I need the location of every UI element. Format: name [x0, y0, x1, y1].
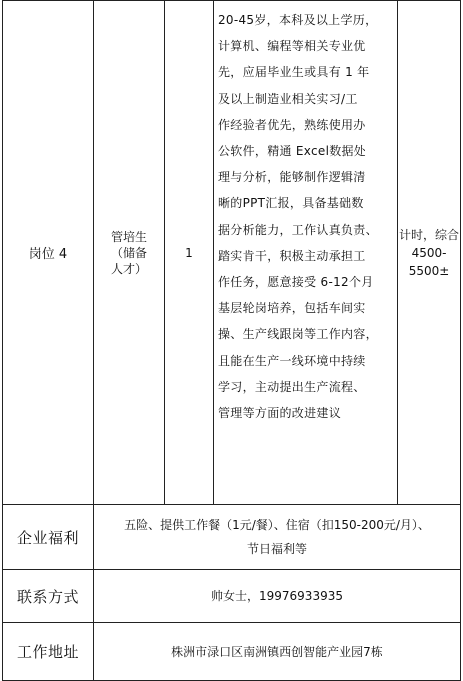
- benefits-label-cell: [3, 505, 94, 570]
- contact-value-cell: [94, 570, 461, 623]
- job-title-line: 管培生: [110, 229, 147, 244]
- headcount-cell: [165, 1, 214, 505]
- requirement-line: 基层轮岗培养，包括车间实: [218, 301, 366, 316]
- benefits-value-cell: [94, 505, 461, 570]
- contact-label: 联系方式: [16, 587, 79, 606]
- salary-cell: [398, 1, 461, 505]
- job-title-cell: [94, 1, 165, 505]
- requirement-line: 公软件，精通 Excel数据处: [218, 144, 367, 159]
- job-posting-table: [2, 0, 461, 681]
- job-title-line: （储备: [110, 245, 147, 260]
- requirement-line: 20-45岁，本科及以上学历，: [218, 13, 378, 27]
- requirements-cell: [214, 1, 398, 505]
- requirement-line: 计算机、编程等相关专业优: [218, 39, 366, 54]
- requirement-line: 及以上制造业相关实习/工: [218, 91, 358, 106]
- requirement-line: 踏实肯干，积极主动承担工: [218, 248, 366, 263]
- contact-row: [3, 570, 461, 623]
- requirement-line: 据分析能力，工作认真负责、: [218, 222, 378, 237]
- contact-label-cell: [3, 570, 94, 623]
- job-title-line: 人才）: [110, 261, 147, 276]
- job-row: [3, 1, 461, 505]
- requirement-line: 学习，主动提出生产流程、: [218, 379, 366, 394]
- benefits-value-line: 五险、提供工作餐（1元/餐）、住宿（扣150-200元/月）、: [124, 518, 430, 532]
- requirement-line: 且能在生产一线环境中持续: [218, 353, 366, 368]
- requirement-line: 操、生产线跟岗等工作内容，: [218, 327, 378, 342]
- benefits-value-line: 节日福利等: [246, 542, 307, 556]
- salary-line: 计时，综合: [398, 227, 459, 242]
- contact-value: 帅女士，19976933935: [211, 589, 343, 603]
- salary-line: 4500-5500±: [408, 245, 450, 278]
- requirement-line: 作任务，愿意接受 6-12个月: [218, 275, 374, 290]
- position-cell: [3, 1, 94, 505]
- position-label: 岗位 4: [28, 247, 68, 262]
- requirement-line: 作经验者优先，熟练使用办: [218, 117, 366, 132]
- headcount-value: 1: [185, 245, 193, 260]
- benefits-label: 企业福利: [16, 528, 79, 547]
- address-value: 株洲市渌口区南洲镇西创智能产业园7栋: [171, 644, 383, 659]
- requirement-line: 理与分析，能够制作逻辑清: [218, 170, 366, 185]
- requirement-line: 管理等方面的改进建议: [218, 406, 342, 421]
- benefits-row: [3, 505, 461, 570]
- address-label: 工作地址: [16, 643, 79, 661]
- requirement-line: 晰的PPT汇报，具备基础数: [218, 196, 364, 211]
- requirement-line: 先，应届毕业生或具有 1 年: [218, 65, 370, 80]
